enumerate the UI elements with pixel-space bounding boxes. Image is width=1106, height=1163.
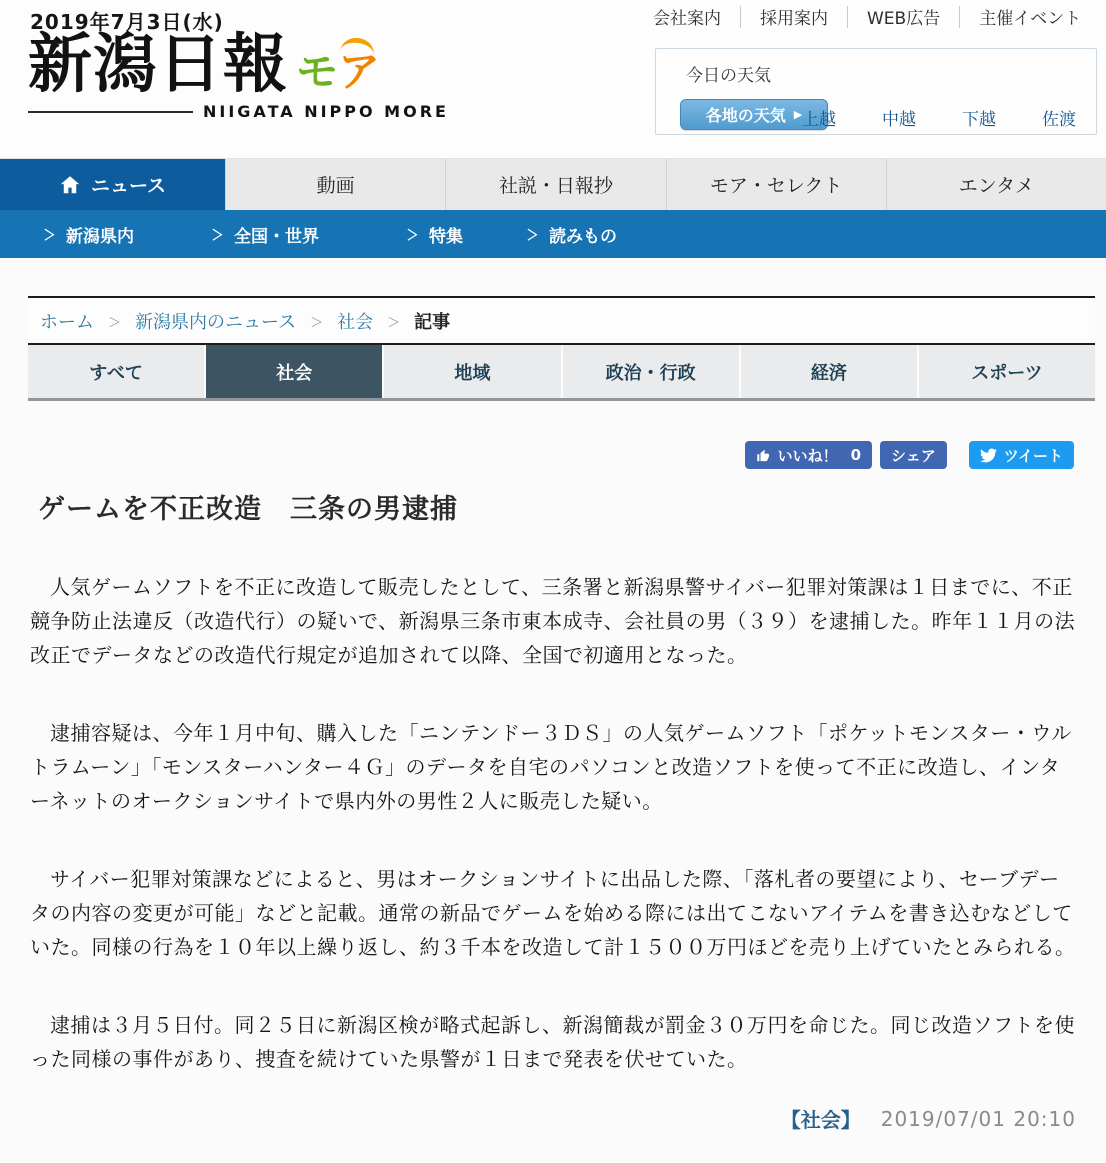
- share-label: シェア: [891, 446, 936, 465]
- logo-mo: モ: [296, 47, 339, 97]
- tab-region[interactable]: 地域: [384, 345, 560, 398]
- nav-item-label: 社説・日報抄: [498, 175, 613, 197]
- nav-item-news[interactable]: [0, 159, 225, 210]
- tweet-label: ツイート: [1003, 446, 1063, 465]
- breadcrumb-article: 記事: [414, 312, 451, 333]
- facebook-share-button[interactable]: [880, 441, 947, 469]
- tab-politics[interactable]: 政治・行政: [563, 345, 739, 398]
- main-nav: [0, 158, 1106, 210]
- subnav-item-label: 読みもの: [549, 226, 618, 247]
- subnav-item-niigata-prefecture[interactable]: [42, 222, 134, 247]
- facebook-like-button[interactable]: [745, 441, 872, 469]
- breadcrumb-home[interactable]: ホーム: [40, 312, 94, 333]
- article-title: ゲームを不正改造 三条の男逮捕: [38, 494, 458, 525]
- weather-region-links: [802, 105, 1076, 130]
- subnav-item-label: 全国・世界: [234, 226, 320, 247]
- tab-all[interactable]: すべて: [28, 345, 204, 398]
- breadcrumb-separator-icon: ＞: [310, 315, 324, 331]
- breadcrumb-separator-icon: ＞: [387, 315, 401, 331]
- subnav-item-label: 新潟県内: [66, 226, 135, 247]
- twitter-bird-icon: [980, 447, 997, 464]
- weather-link-joetsu[interactable]: 上越: [802, 110, 836, 130]
- subnav-item-label: 特集: [429, 226, 464, 247]
- breadcrumb-prefecture-news[interactable]: 新潟県内のニュース: [135, 312, 297, 333]
- article-timestamp: 2019/07/01 20:10: [880, 1106, 1076, 1131]
- nav-item-label: 動画: [316, 175, 355, 197]
- tab-economy[interactable]: 経済: [741, 345, 917, 398]
- tab-society[interactable]: 社会: [206, 345, 382, 398]
- article-category-tag[interactable]: 【社会】: [780, 1108, 861, 1132]
- nav-item-editorial[interactable]: [445, 159, 665, 210]
- logo-subtitle-row: [28, 102, 449, 121]
- category-tabs: [28, 345, 1095, 401]
- utility-link-events[interactable]: 主催イベント: [979, 9, 1082, 29]
- twitter-tweet-button[interactable]: [969, 441, 1074, 469]
- subnav-item-national-world[interactable]: [210, 222, 319, 247]
- utility-separator: [959, 6, 960, 28]
- article-paragraph: 逮捕容疑は、今年１月中旬、購入した「ニンテンドー３ＤＳ」の人気ゲームソフト「ポケットモンスター・ウルトラムーン」「モンスターハンター４Ｇ」のデータを自宅のパソコンと改造ソフトを使って不正に改造し、インターネットのオークションサイトで県内外の男性２人に販売した疑い。: [30, 721, 1072, 813]
- logo-a: ア: [338, 51, 380, 93]
- weather-link-kaetsu[interactable]: 下越: [962, 110, 996, 130]
- nav-item-video[interactable]: [225, 159, 445, 210]
- logo-row: [28, 27, 449, 102]
- nav-item-more-select[interactable]: [666, 159, 886, 210]
- current-date: 2019年7月3日(水): [30, 10, 224, 34]
- breadcrumb-separator-icon: ＞: [108, 315, 122, 331]
- article-paragraph: サイバー犯罪対策課などによると、男はオークションサイトに出品した際、「落札者の要望により、セーブデータの内容の変更が可能」などと記載。通常の新品でゲームを始める際には出てこないアイテムを書き込むなどしていた。同様の行為を１０年以上繰り返し、約３千本を改造して計１５００万円ほどを売り上げていたとみられる。: [30, 867, 1076, 959]
- weather-link-chuetsu[interactable]: 中越: [882, 110, 916, 130]
- utility-link-company[interactable]: 会社案内: [653, 9, 721, 29]
- utility-separator: [740, 6, 741, 28]
- like-label: いいね！: [777, 446, 838, 465]
- utility-separator: [847, 6, 848, 28]
- site-header: [0, 0, 1106, 158]
- chevron-right-icon: ＞: [43, 225, 56, 244]
- nav-item-label: エンタメ: [958, 175, 1034, 197]
- sub-nav: [0, 210, 1106, 258]
- utility-nav: [653, 4, 1081, 29]
- weather-widget: [655, 48, 1097, 135]
- article-paragraph: 逮捕は３月５日付。同２５日に新潟区検が略式起訴し、新潟簡裁が罰金３０万円を命じた。同じ改造ソフトを使った同様の事件があり、捜査を続けていた県警が１日まで発表を伏せていた。: [30, 1013, 1075, 1071]
- utility-link-recruit[interactable]: 採用案内: [760, 9, 828, 29]
- subnav-item-readings[interactable]: [525, 222, 617, 247]
- thumbs-up-icon: [756, 448, 771, 463]
- breadcrumb-society[interactable]: 社会: [337, 312, 374, 333]
- article-meta: [0, 1104, 1076, 1133]
- subnav-item-features[interactable]: [405, 222, 463, 247]
- nav-item-label: ニュース: [90, 175, 167, 197]
- nav-item-label: モア・セレクト: [709, 175, 843, 197]
- weather-title: 今日の天気: [686, 66, 771, 86]
- social-buttons-row: [0, 441, 1074, 469]
- article-paragraph: 人気ゲームソフトを不正に改造して販売したとして、三条署と新潟県警サイバー犯罪対策課は１日までに、不正競争防止法違反（改造代行）の疑いで、新潟県三条市東本成寺、会社員の男（３９）を逮捕した。昨年１１月の法改正でデータなどの改造代行規定が追加されて以降、全国で初適用となった。: [30, 575, 1076, 667]
- weather-button-label: 各地の天気: [705, 106, 786, 125]
- nav-item-entertainment[interactable]: [886, 159, 1106, 210]
- chevron-right-icon: ＞: [526, 225, 539, 244]
- breadcrumb: [28, 296, 1095, 345]
- logo-underline: [28, 111, 193, 113]
- like-count: 0: [850, 446, 862, 464]
- home-icon: [59, 174, 81, 196]
- play-arrow-icon: ▶: [793, 108, 803, 121]
- utility-link-web-ad[interactable]: WEB広告: [867, 9, 941, 29]
- site-logo[interactable]: [28, 27, 449, 122]
- chevron-right-icon: ＞: [406, 225, 419, 244]
- logo-title: 新潟日報: [28, 27, 288, 102]
- weather-link-sado[interactable]: 佐渡: [1042, 110, 1076, 130]
- chevron-right-icon: ＞: [211, 225, 224, 244]
- tab-sports[interactable]: スポーツ: [919, 345, 1095, 398]
- logo-subtitle: NIIGATA NIPPO MORE: [203, 102, 449, 122]
